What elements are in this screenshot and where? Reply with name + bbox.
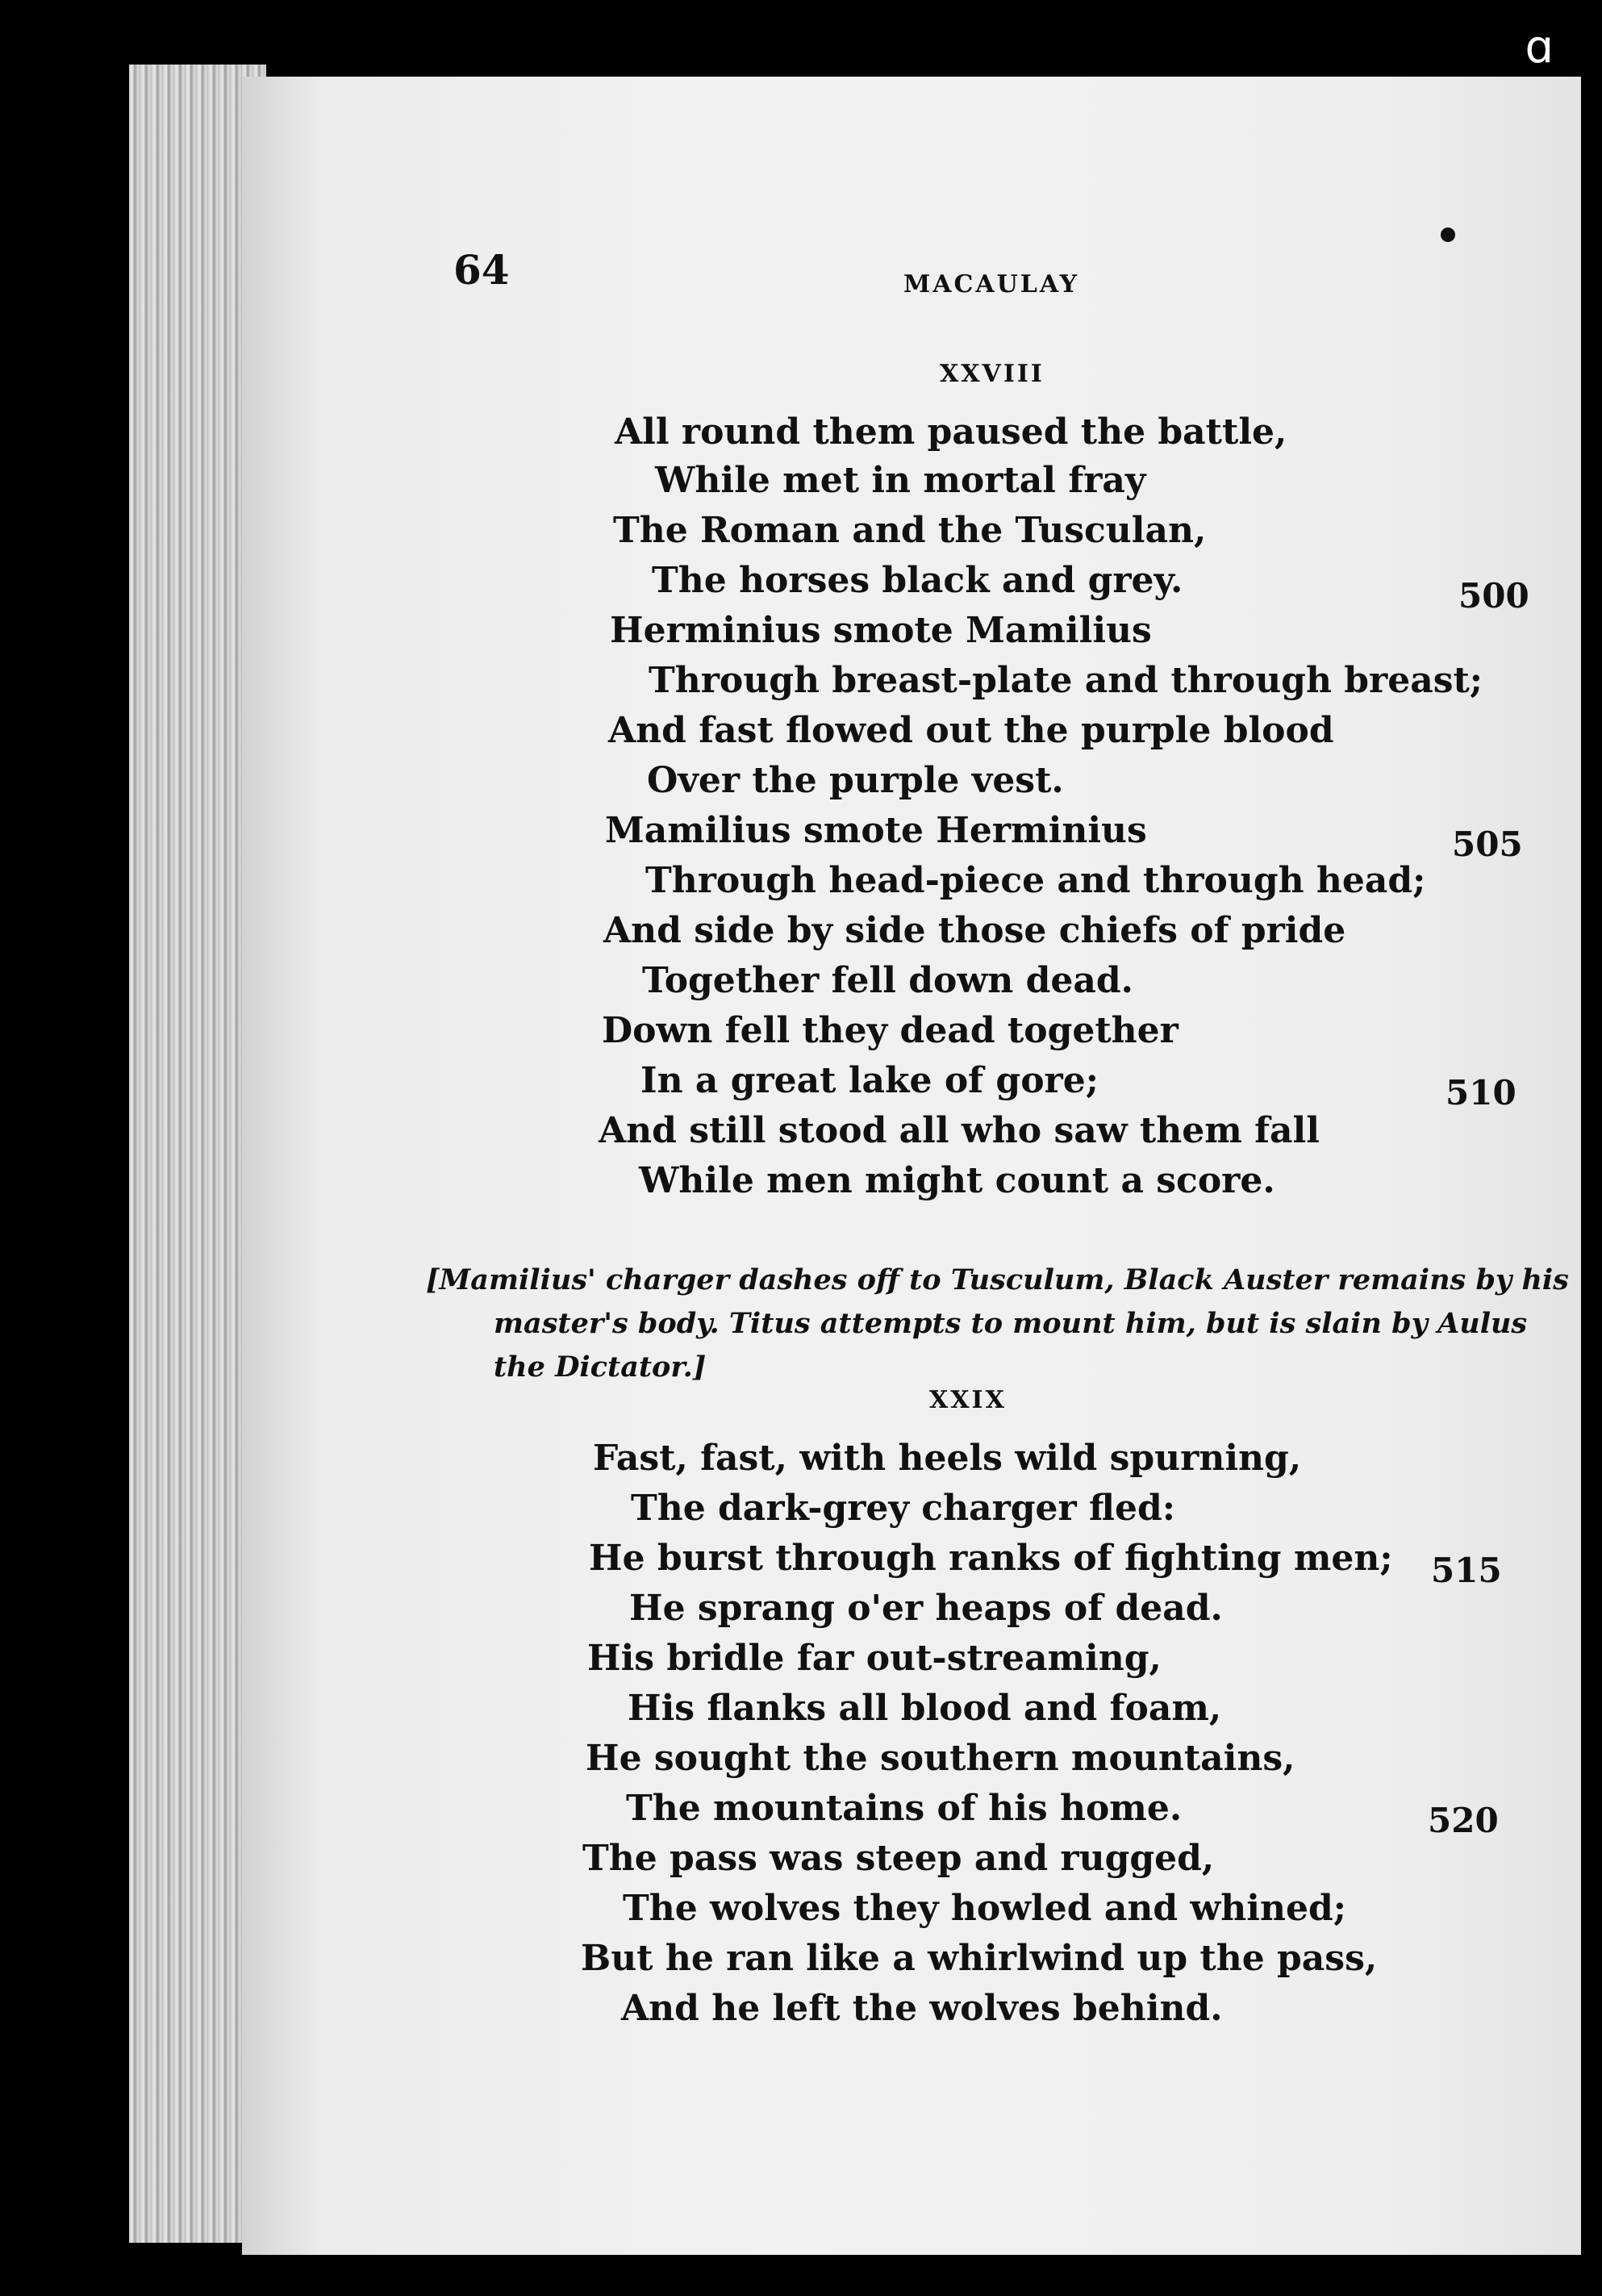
line-number: 500: [1458, 576, 1529, 616]
verse-line: And side by side those chiefs of pride: [603, 910, 1346, 951]
verse-line: The horses black and grey.: [652, 560, 1183, 601]
note-line: [Mamilius' charger dashes off to Tusculum, Black Auster remains by his: [426, 1263, 1569, 1296]
section-heading-xxix: XXIX: [929, 1386, 1007, 1414]
verse-line: Together fell down dead.: [642, 960, 1133, 1001]
verse-line: Down fell they dead together: [602, 1010, 1179, 1051]
running-head: MACAULAY: [903, 270, 1080, 298]
section-heading-xxviii: XXVIII: [940, 360, 1045, 388]
line-number: 515: [1431, 1551, 1502, 1590]
verse-line: He sought the southern mountains,: [586, 1738, 1295, 1779]
note-line: the Dictator.]: [494, 1350, 707, 1384]
verse-line: While men might count a score.: [639, 1160, 1275, 1201]
verse-line: Mamilius smote Herminius: [605, 810, 1147, 851]
verse-line: But he ran like a whirlwind up the pass,: [581, 1938, 1378, 1979]
verse-line: The wolves they howled and whined;: [623, 1888, 1346, 1929]
verse-line: In a great lake of gore;: [640, 1060, 1099, 1101]
verse-line: The Roman and the Tusculan,: [613, 510, 1207, 551]
verse-line: His flanks all blood and foam,: [628, 1688, 1222, 1729]
verse-line: Through head-piece and through head;: [645, 860, 1426, 901]
verse-line: The mountains of his home.: [626, 1788, 1183, 1829]
page-number: 64: [453, 246, 510, 294]
verse-line: He sprang o'er heaps of dead.: [629, 1588, 1223, 1629]
verse-line: Fast, fast, with heels wild spurning,: [593, 1438, 1302, 1479]
verse-line: And he left the wolves behind.: [621, 1988, 1223, 2029]
verse-line: The pass was steep and rugged,: [582, 1838, 1215, 1879]
verse-line: Herminius smote Mamilius: [610, 610, 1152, 651]
ink-speck: [1441, 228, 1455, 242]
editorial-note: [426, 1259, 1569, 1389]
verse-line: The dark-grey charger fled:: [631, 1488, 1176, 1529]
verse-line: Through breast-plate and through breast;: [649, 660, 1483, 701]
line-number: 520: [1428, 1801, 1499, 1840]
line-number: 505: [1452, 824, 1523, 864]
verse-line: While met in mortal fray: [655, 460, 1146, 501]
line-number: 510: [1446, 1073, 1516, 1113]
verse-line: All round them paused the battle,: [615, 411, 1287, 453]
verse-line: And fast flowed out the purple blood: [608, 710, 1334, 751]
verse-line: And still stood all who saw them fall: [599, 1110, 1320, 1151]
note-line: master's body. Titus attempts to mount him, but is slain by Aulus: [494, 1307, 1528, 1340]
verse-line: His bridle far out-streaming,: [587, 1638, 1162, 1679]
scanner-corner-mark: ɑ: [1525, 21, 1554, 73]
verse-line: Over the purple vest.: [647, 760, 1064, 801]
verse-line: He burst through ranks of fighting men;: [589, 1538, 1393, 1579]
